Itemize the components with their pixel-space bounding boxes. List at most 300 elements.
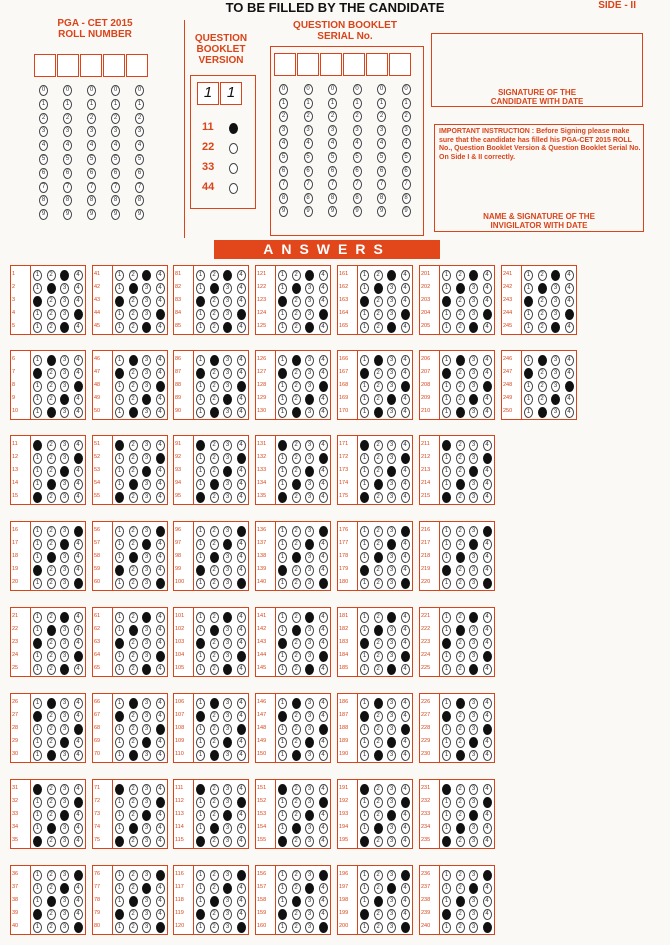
answer-bubble[interactable]: 2 xyxy=(129,836,138,847)
answer-bubble[interactable]: 3 xyxy=(60,407,69,418)
answer-bubble[interactable]: 3 xyxy=(142,784,151,795)
answer-bubble[interactable]: 2 xyxy=(47,922,56,933)
answer-bubble[interactable]: 4 xyxy=(401,492,410,503)
answer-bubble[interactable]: 4 xyxy=(156,784,165,795)
answer-bubble[interactable]: 1 xyxy=(360,479,369,490)
answer-bubble[interactable]: 2 xyxy=(210,270,219,281)
roll-digit-bubble[interactable]: 7 xyxy=(135,182,144,193)
answer-bubble[interactable]: 2 xyxy=(456,407,465,418)
answer-bubble[interactable]: 2 xyxy=(47,711,56,722)
answer-bubble[interactable]: 2 xyxy=(129,883,138,894)
answer-bubble[interactable]: 2 xyxy=(456,270,465,281)
roll-digit-bubble[interactable]: 9 xyxy=(87,209,96,220)
answer-bubble[interactable]: 2 xyxy=(456,896,465,907)
answer-bubble[interactable]: 3 xyxy=(142,625,151,636)
answer-bubble[interactable]: 1 xyxy=(360,870,369,881)
answer-bubble[interactable]: 4 xyxy=(401,922,410,933)
answer-bubble[interactable]: 4 xyxy=(74,552,83,563)
answer-bubble[interactable]: 2 xyxy=(210,368,219,379)
answer-bubble[interactable]: 4 xyxy=(401,355,410,366)
answer-bubble[interactable]: 3 xyxy=(60,526,69,537)
answer-bubble[interactable]: 2 xyxy=(538,394,547,405)
serial-digit-bubble[interactable]: 3 xyxy=(402,125,411,136)
serial-digit-bubble[interactable]: 1 xyxy=(353,98,362,109)
answer-bubble[interactable]: 4 xyxy=(483,565,492,576)
answer-bubble[interactable]: 4 xyxy=(319,453,328,464)
answer-bubble[interactable]: 1 xyxy=(278,797,287,808)
answer-bubble[interactable]: 1 xyxy=(196,810,205,821)
answer-bubble[interactable]: 1 xyxy=(360,711,369,722)
answer-bubble[interactable]: 2 xyxy=(129,270,138,281)
answer-bubble[interactable]: 4 xyxy=(74,737,83,748)
answer-bubble[interactable]: 2 xyxy=(374,638,383,649)
answer-bubble[interactable]: 4 xyxy=(565,309,574,320)
answer-bubble[interactable]: 1 xyxy=(33,883,42,894)
answer-bubble[interactable]: 4 xyxy=(401,664,410,675)
roll-cell[interactable] xyxy=(80,54,102,77)
answer-bubble[interactable]: 3 xyxy=(60,870,69,881)
answer-bubble[interactable]: 1 xyxy=(33,322,42,333)
answer-bubble[interactable]: 1 xyxy=(115,836,124,847)
answer-bubble[interactable]: 3 xyxy=(142,664,151,675)
answer-bubble[interactable]: 2 xyxy=(47,296,56,307)
answer-bubble[interactable]: 1 xyxy=(33,296,42,307)
answer-bubble[interactable]: 4 xyxy=(401,612,410,623)
answer-bubble[interactable]: 2 xyxy=(292,638,301,649)
answer-bubble[interactable]: 3 xyxy=(142,394,151,405)
answer-bubble[interactable]: 1 xyxy=(442,322,451,333)
answer-bubble[interactable]: 1 xyxy=(278,896,287,907)
answer-bubble[interactable]: 1 xyxy=(115,368,124,379)
answer-bubble[interactable]: 3 xyxy=(469,870,478,881)
answer-bubble[interactable]: 3 xyxy=(142,909,151,920)
answer-bubble[interactable]: 3 xyxy=(387,883,396,894)
answer-bubble[interactable]: 1 xyxy=(196,578,205,589)
answer-bubble[interactable]: 1 xyxy=(33,407,42,418)
answer-bubble[interactable]: 4 xyxy=(237,492,246,503)
roll-digit-bubble[interactable]: 1 xyxy=(111,99,120,110)
roll-digit-bubble[interactable]: 1 xyxy=(39,99,48,110)
answer-bubble[interactable]: 2 xyxy=(210,698,219,709)
answer-bubble[interactable]: 1 xyxy=(196,565,205,576)
answer-bubble[interactable]: 1 xyxy=(442,440,451,451)
answer-bubble[interactable]: 3 xyxy=(305,784,314,795)
serial-digit-bubble[interactable]: 4 xyxy=(328,138,337,149)
answer-bubble[interactable]: 1 xyxy=(442,296,451,307)
answer-bubble[interactable]: 1 xyxy=(360,750,369,761)
answer-bubble[interactable]: 3 xyxy=(387,296,396,307)
answer-bubble[interactable]: 3 xyxy=(223,922,232,933)
answer-bubble[interactable]: 3 xyxy=(387,638,396,649)
answer-bubble[interactable]: 1 xyxy=(278,552,287,563)
answer-bubble[interactable]: 1 xyxy=(33,797,42,808)
answer-bubble[interactable]: 2 xyxy=(47,870,56,881)
answer-bubble[interactable]: 3 xyxy=(305,870,314,881)
answer-bubble[interactable]: 3 xyxy=(551,296,560,307)
answer-bubble[interactable]: 2 xyxy=(292,784,301,795)
answer-bubble[interactable]: 1 xyxy=(278,711,287,722)
answer-bubble[interactable]: 2 xyxy=(374,283,383,294)
answer-bubble[interactable]: 1 xyxy=(33,625,42,636)
answer-bubble[interactable]: 2 xyxy=(210,797,219,808)
answer-bubble[interactable]: 3 xyxy=(223,612,232,623)
answer-bubble[interactable]: 4 xyxy=(401,368,410,379)
serial-digit-bubble[interactable]: 1 xyxy=(328,98,337,109)
answer-bubble[interactable]: 3 xyxy=(387,355,396,366)
answer-bubble[interactable]: 3 xyxy=(60,750,69,761)
answer-bubble[interactable]: 1 xyxy=(360,565,369,576)
answer-bubble[interactable]: 3 xyxy=(305,368,314,379)
answer-bubble[interactable]: 4 xyxy=(74,565,83,576)
answer-bubble[interactable]: 1 xyxy=(196,407,205,418)
serial-digit-bubble[interactable]: 2 xyxy=(279,111,288,122)
answer-bubble[interactable]: 2 xyxy=(292,283,301,294)
answer-bubble[interactable]: 4 xyxy=(483,526,492,537)
answer-bubble[interactable]: 4 xyxy=(319,492,328,503)
answer-bubble[interactable]: 4 xyxy=(319,309,328,320)
answer-bubble[interactable]: 3 xyxy=(305,407,314,418)
answer-bubble[interactable]: 4 xyxy=(237,797,246,808)
answer-bubble[interactable]: 2 xyxy=(374,784,383,795)
answer-bubble[interactable]: 1 xyxy=(115,381,124,392)
answer-bubble[interactable]: 3 xyxy=(142,797,151,808)
answer-bubble[interactable]: 2 xyxy=(47,836,56,847)
answer-bubble[interactable]: 1 xyxy=(33,784,42,795)
answer-bubble[interactable]: 4 xyxy=(319,823,328,834)
answer-bubble[interactable]: 1 xyxy=(196,784,205,795)
answer-bubble[interactable]: 4 xyxy=(74,836,83,847)
answer-bubble[interactable]: 4 xyxy=(483,810,492,821)
serial-digit-bubble[interactable]: 4 xyxy=(377,138,386,149)
answer-bubble[interactable]: 3 xyxy=(223,309,232,320)
answer-bubble[interactable]: 4 xyxy=(237,638,246,649)
answer-bubble[interactable]: 1 xyxy=(33,368,42,379)
answer-bubble[interactable]: 4 xyxy=(156,638,165,649)
answer-bubble[interactable]: 4 xyxy=(319,909,328,920)
answer-bubble[interactable]: 3 xyxy=(469,492,478,503)
answer-bubble[interactable]: 3 xyxy=(305,322,314,333)
answer-bubble[interactable]: 4 xyxy=(483,797,492,808)
answer-bubble[interactable]: 3 xyxy=(305,283,314,294)
answer-bubble[interactable]: 3 xyxy=(142,381,151,392)
answer-bubble[interactable]: 2 xyxy=(47,440,56,451)
answer-bubble[interactable]: 4 xyxy=(401,407,410,418)
answer-bubble[interactable]: 3 xyxy=(223,810,232,821)
answer-bubble[interactable]: 4 xyxy=(319,440,328,451)
answer-bubble[interactable]: 3 xyxy=(469,638,478,649)
answer-bubble[interactable]: 1 xyxy=(33,922,42,933)
answer-bubble[interactable]: 1 xyxy=(33,651,42,662)
answer-bubble[interactable]: 1 xyxy=(33,539,42,550)
answer-bubble[interactable]: 4 xyxy=(237,565,246,576)
answer-bubble[interactable]: 3 xyxy=(551,322,560,333)
answer-bubble[interactable]: 4 xyxy=(237,625,246,636)
answer-bubble[interactable]: 1 xyxy=(278,784,287,795)
answer-bubble[interactable]: 1 xyxy=(33,394,42,405)
answer-bubble[interactable]: 4 xyxy=(237,612,246,623)
answer-bubble[interactable]: 4 xyxy=(74,440,83,451)
answer-bubble[interactable]: 3 xyxy=(142,283,151,294)
answer-bubble[interactable]: 3 xyxy=(387,922,396,933)
answer-bubble[interactable]: 1 xyxy=(115,283,124,294)
answer-bubble[interactable]: 1 xyxy=(442,407,451,418)
answer-bubble[interactable]: 2 xyxy=(47,896,56,907)
answer-bubble[interactable]: 3 xyxy=(60,578,69,589)
answer-bubble[interactable]: 1 xyxy=(278,612,287,623)
answer-bubble[interactable]: 4 xyxy=(483,612,492,623)
answer-bubble[interactable]: 1 xyxy=(33,896,42,907)
answer-bubble[interactable]: 1 xyxy=(196,737,205,748)
answer-bubble[interactable]: 4 xyxy=(319,612,328,623)
answer-bubble[interactable]: 3 xyxy=(305,270,314,281)
serial-digit-bubble[interactable]: 2 xyxy=(328,111,337,122)
answer-bubble[interactable]: 1 xyxy=(442,479,451,490)
answer-bubble[interactable]: 4 xyxy=(156,909,165,920)
answer-bubble[interactable]: 1 xyxy=(278,479,287,490)
serial-digit-bubble[interactable]: 4 xyxy=(402,138,411,149)
answer-bubble[interactable]: 3 xyxy=(387,698,396,709)
answer-bubble[interactable]: 1 xyxy=(442,810,451,821)
answer-bubble[interactable]: 1 xyxy=(115,823,124,834)
answer-bubble[interactable]: 3 xyxy=(469,750,478,761)
answer-bubble[interactable]: 4 xyxy=(237,355,246,366)
answer-bubble[interactable]: 1 xyxy=(442,368,451,379)
answer-bubble[interactable]: 2 xyxy=(456,909,465,920)
answer-bubble[interactable]: 1 xyxy=(196,381,205,392)
answer-bubble[interactable]: 1 xyxy=(278,453,287,464)
answer-bubble[interactable]: 4 xyxy=(319,797,328,808)
answer-bubble[interactable]: 4 xyxy=(401,381,410,392)
answer-bubble[interactable]: 1 xyxy=(360,381,369,392)
answer-bubble[interactable]: 1 xyxy=(278,651,287,662)
answer-bubble[interactable]: 3 xyxy=(469,625,478,636)
answer-bubble[interactable]: 3 xyxy=(305,836,314,847)
roll-number-cells[interactable] xyxy=(34,54,149,77)
answer-bubble[interactable]: 4 xyxy=(319,526,328,537)
answer-bubble[interactable]: 1 xyxy=(115,711,124,722)
answer-bubble[interactable]: 3 xyxy=(469,578,478,589)
roll-digit-bubble[interactable]: 6 xyxy=(87,168,96,179)
answer-bubble[interactable]: 4 xyxy=(483,625,492,636)
answer-bubble[interactable]: 4 xyxy=(237,381,246,392)
answer-bubble[interactable]: 2 xyxy=(374,883,383,894)
answer-bubble[interactable]: 3 xyxy=(142,724,151,735)
answer-bubble[interactable]: 1 xyxy=(33,479,42,490)
answer-bubble[interactable]: 4 xyxy=(237,578,246,589)
answer-bubble[interactable]: 3 xyxy=(223,381,232,392)
answer-bubble[interactable]: 4 xyxy=(156,283,165,294)
answer-bubble[interactable]: 4 xyxy=(565,322,574,333)
answer-bubble[interactable]: 4 xyxy=(319,810,328,821)
answer-bubble[interactable]: 2 xyxy=(129,737,138,748)
answer-bubble[interactable]: 1 xyxy=(524,322,533,333)
answer-bubble[interactable]: 2 xyxy=(210,784,219,795)
answer-bubble[interactable]: 1 xyxy=(524,407,533,418)
answer-bubble[interactable]: 1 xyxy=(33,552,42,563)
serial-digit-bubble[interactable]: 8 xyxy=(353,193,362,204)
answer-bubble[interactable]: 4 xyxy=(319,407,328,418)
answer-bubble[interactable]: 1 xyxy=(196,309,205,320)
answer-bubble[interactable]: 1 xyxy=(360,664,369,675)
answer-bubble[interactable]: 3 xyxy=(223,283,232,294)
answer-bubble[interactable]: 3 xyxy=(469,270,478,281)
answer-bubble[interactable]: 3 xyxy=(469,526,478,537)
answer-bubble[interactable]: 3 xyxy=(387,453,396,464)
roll-digit-bubble[interactable]: 2 xyxy=(39,113,48,124)
answer-bubble[interactable]: 3 xyxy=(387,750,396,761)
answer-bubble[interactable]: 4 xyxy=(401,750,410,761)
answer-bubble[interactable]: 2 xyxy=(374,270,383,281)
answer-bubble[interactable]: 4 xyxy=(74,407,83,418)
serial-digit-bubble[interactable]: 7 xyxy=(402,179,411,190)
answer-bubble[interactable]: 2 xyxy=(47,270,56,281)
roll-cell[interactable] xyxy=(126,54,148,77)
answer-bubble[interactable]: 3 xyxy=(551,355,560,366)
roll-cell[interactable] xyxy=(103,54,125,77)
roll-digit-bubble[interactable]: 5 xyxy=(135,154,144,165)
answer-bubble[interactable]: 3 xyxy=(387,724,396,735)
answer-bubble[interactable]: 2 xyxy=(292,870,301,881)
answer-bubble[interactable]: 3 xyxy=(60,492,69,503)
answer-bubble[interactable]: 2 xyxy=(374,797,383,808)
answer-bubble[interactable]: 3 xyxy=(387,711,396,722)
answer-bubble[interactable]: 4 xyxy=(74,453,83,464)
answer-bubble[interactable]: 1 xyxy=(33,492,42,503)
answer-bubble[interactable]: 4 xyxy=(401,309,410,320)
answer-bubble[interactable]: 3 xyxy=(60,823,69,834)
answer-bubble[interactable]: 1 xyxy=(442,492,451,503)
answer-bubble[interactable]: 1 xyxy=(278,724,287,735)
answer-bubble[interactable]: 4 xyxy=(156,797,165,808)
answer-bubble[interactable]: 4 xyxy=(74,698,83,709)
answer-bubble[interactable]: 4 xyxy=(483,724,492,735)
answer-bubble[interactable]: 3 xyxy=(387,381,396,392)
answer-bubble[interactable]: 2 xyxy=(456,651,465,662)
answer-bubble[interactable]: 4 xyxy=(483,922,492,933)
answer-bubble[interactable]: 1 xyxy=(115,492,124,503)
answer-bubble[interactable]: 2 xyxy=(538,270,547,281)
answer-bubble[interactable]: 3 xyxy=(223,466,232,477)
answer-bubble[interactable]: 3 xyxy=(305,724,314,735)
answer-bubble[interactable]: 2 xyxy=(374,836,383,847)
answer-bubble[interactable]: 2 xyxy=(210,440,219,451)
answer-bubble[interactable]: 3 xyxy=(142,479,151,490)
answer-bubble[interactable]: 4 xyxy=(401,823,410,834)
answer-bubble[interactable]: 1 xyxy=(196,296,205,307)
answer-bubble[interactable]: 3 xyxy=(387,368,396,379)
answer-bubble[interactable]: 4 xyxy=(401,296,410,307)
answer-bubble[interactable]: 3 xyxy=(305,896,314,907)
answer-bubble[interactable]: 3 xyxy=(305,625,314,636)
answer-bubble[interactable]: 3 xyxy=(142,612,151,623)
roll-digit-bubble[interactable]: 9 xyxy=(111,209,120,220)
answer-bubble[interactable]: 1 xyxy=(196,526,205,537)
roll-digit-bubble[interactable]: 9 xyxy=(39,209,48,220)
answer-bubble[interactable]: 4 xyxy=(156,565,165,576)
answer-bubble[interactable]: 1 xyxy=(524,270,533,281)
answer-bubble[interactable]: 2 xyxy=(374,664,383,675)
answer-bubble[interactable]: 1 xyxy=(360,407,369,418)
answer-bubble[interactable]: 2 xyxy=(538,296,547,307)
answer-bubble[interactable]: 3 xyxy=(305,612,314,623)
answer-bubble[interactable]: 2 xyxy=(538,322,547,333)
answer-bubble[interactable]: 3 xyxy=(551,309,560,320)
answer-bubble[interactable]: 2 xyxy=(47,909,56,920)
answer-bubble[interactable]: 3 xyxy=(305,823,314,834)
answer-bubble[interactable]: 4 xyxy=(237,552,246,563)
answer-bubble[interactable]: 4 xyxy=(237,526,246,537)
answer-bubble[interactable]: 2 xyxy=(47,407,56,418)
answer-bubble[interactable]: 2 xyxy=(210,466,219,477)
answer-bubble[interactable]: 4 xyxy=(319,870,328,881)
answer-bubble[interactable]: 1 xyxy=(442,651,451,662)
answer-bubble[interactable]: 3 xyxy=(223,698,232,709)
answer-bubble[interactable]: 3 xyxy=(142,309,151,320)
answer-bubble[interactable]: 3 xyxy=(387,651,396,662)
answer-bubble[interactable]: 1 xyxy=(442,737,451,748)
answer-bubble[interactable]: 3 xyxy=(469,539,478,550)
roll-digit-bubble[interactable]: 3 xyxy=(111,126,120,137)
answer-bubble[interactable]: 4 xyxy=(483,394,492,405)
serial-digit-bubble[interactable]: 0 xyxy=(402,84,411,95)
answer-bubble[interactable]: 1 xyxy=(360,651,369,662)
serial-digit-bubble[interactable]: 5 xyxy=(402,152,411,163)
answer-bubble[interactable]: 3 xyxy=(142,737,151,748)
answer-bubble[interactable]: 3 xyxy=(469,322,478,333)
version-option-bubble[interactable] xyxy=(229,163,238,174)
answer-bubble[interactable]: 1 xyxy=(360,724,369,735)
answer-bubble[interactable]: 2 xyxy=(292,539,301,550)
answer-bubble[interactable]: 2 xyxy=(292,698,301,709)
answer-bubble[interactable]: 2 xyxy=(292,823,301,834)
answer-bubble[interactable]: 1 xyxy=(115,724,124,735)
answer-bubble[interactable]: 4 xyxy=(74,909,83,920)
answer-bubble[interactable]: 3 xyxy=(469,453,478,464)
answer-bubble[interactable]: 3 xyxy=(142,440,151,451)
answer-bubble[interactable]: 4 xyxy=(319,836,328,847)
answer-bubble[interactable]: 2 xyxy=(210,909,219,920)
answer-bubble[interactable]: 1 xyxy=(115,270,124,281)
answer-bubble[interactable]: 2 xyxy=(210,638,219,649)
answer-bubble[interactable]: 2 xyxy=(129,283,138,294)
answer-bubble[interactable]: 2 xyxy=(456,711,465,722)
answer-bubble[interactable]: 4 xyxy=(156,823,165,834)
answer-bubble[interactable]: 4 xyxy=(565,368,574,379)
answer-bubble[interactable]: 1 xyxy=(442,909,451,920)
roll-digit-bubble[interactable]: 7 xyxy=(111,182,120,193)
answer-bubble[interactable]: 3 xyxy=(60,612,69,623)
serial-cell[interactable] xyxy=(389,53,411,76)
answer-bubble[interactable]: 3 xyxy=(60,797,69,808)
roll-digit-bubble[interactable]: 0 xyxy=(39,85,48,96)
answer-bubble[interactable]: 3 xyxy=(387,539,396,550)
version-written-digit[interactable]: 1 xyxy=(197,82,219,105)
serial-digit-bubble[interactable]: 9 xyxy=(353,206,362,217)
answer-bubble[interactable]: 2 xyxy=(47,381,56,392)
answer-bubble[interactable]: 4 xyxy=(156,870,165,881)
answer-bubble[interactable]: 4 xyxy=(156,737,165,748)
answer-bubble[interactable]: 4 xyxy=(319,698,328,709)
answer-bubble[interactable]: 4 xyxy=(319,381,328,392)
answer-bubble[interactable]: 4 xyxy=(237,539,246,550)
serial-digit-bubble[interactable]: 9 xyxy=(328,206,337,217)
answer-bubble[interactable]: 4 xyxy=(74,578,83,589)
roll-digit-bubble[interactable]: 6 xyxy=(111,168,120,179)
answer-bubble[interactable]: 1 xyxy=(360,698,369,709)
answer-bubble[interactable]: 1 xyxy=(360,552,369,563)
answer-bubble[interactable]: 3 xyxy=(305,638,314,649)
answer-bubble[interactable]: 3 xyxy=(305,909,314,920)
